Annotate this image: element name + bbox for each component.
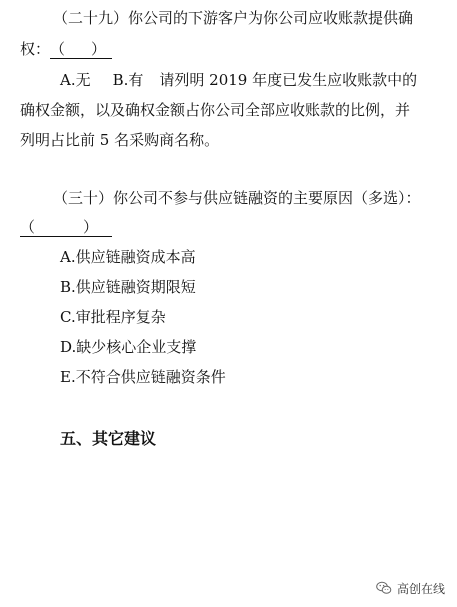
watermark <box>376 578 445 598</box>
q29-options-line <box>60 71 417 89</box>
q30-paren-close: ） <box>83 218 99 236</box>
section-5-title: 五、其它建议 <box>60 429 157 448</box>
q29-title-line2 <box>20 40 112 59</box>
q30-title: （三十）你公司不参与供应链融资的主要原因（多选）： <box>53 189 421 207</box>
q30-answer-line <box>20 218 112 237</box>
q30-option-b[interactable]: B.供应链融资期限短 <box>60 278 196 296</box>
q30-paren-open: （ <box>20 218 36 236</box>
q30-option-a[interactable]: A.供应链融资成本高 <box>60 248 196 266</box>
q29-option-a[interactable]: A.无 <box>60 71 91 89</box>
q29-paren-open: （ <box>50 40 66 58</box>
q29-answer-blank[interactable] <box>50 40 112 59</box>
q29-title-line1: （二十九）你公司的下游客户为你公司应收账款提供确 <box>53 9 414 27</box>
wechat-icon <box>376 581 392 595</box>
q30-option-c[interactable]: C.审批程序复杂 <box>60 308 166 326</box>
q30-answer-blank[interactable] <box>20 218 112 237</box>
watermark-text: 高创在线 <box>397 581 446 596</box>
q29-note-line2: 确权金额，以及确权金额占你公司全部应收账款的比例，并 <box>20 101 411 119</box>
q29-option-b[interactable]: B.有 <box>112 71 144 89</box>
q29-label-suffix: 权： <box>20 40 51 58</box>
q30-option-e[interactable]: E.不符合供应链融资条件 <box>60 368 226 386</box>
q30-option-d[interactable]: D.缺少核心企业支撑 <box>60 338 197 356</box>
q29-note-line1: 请列明 2019 年度已发生应收账款中的 <box>159 71 418 89</box>
q29-paren-close: ） <box>91 40 107 58</box>
q29-note-line3: 列明占比前 5 名采购商名称。 <box>20 131 220 149</box>
